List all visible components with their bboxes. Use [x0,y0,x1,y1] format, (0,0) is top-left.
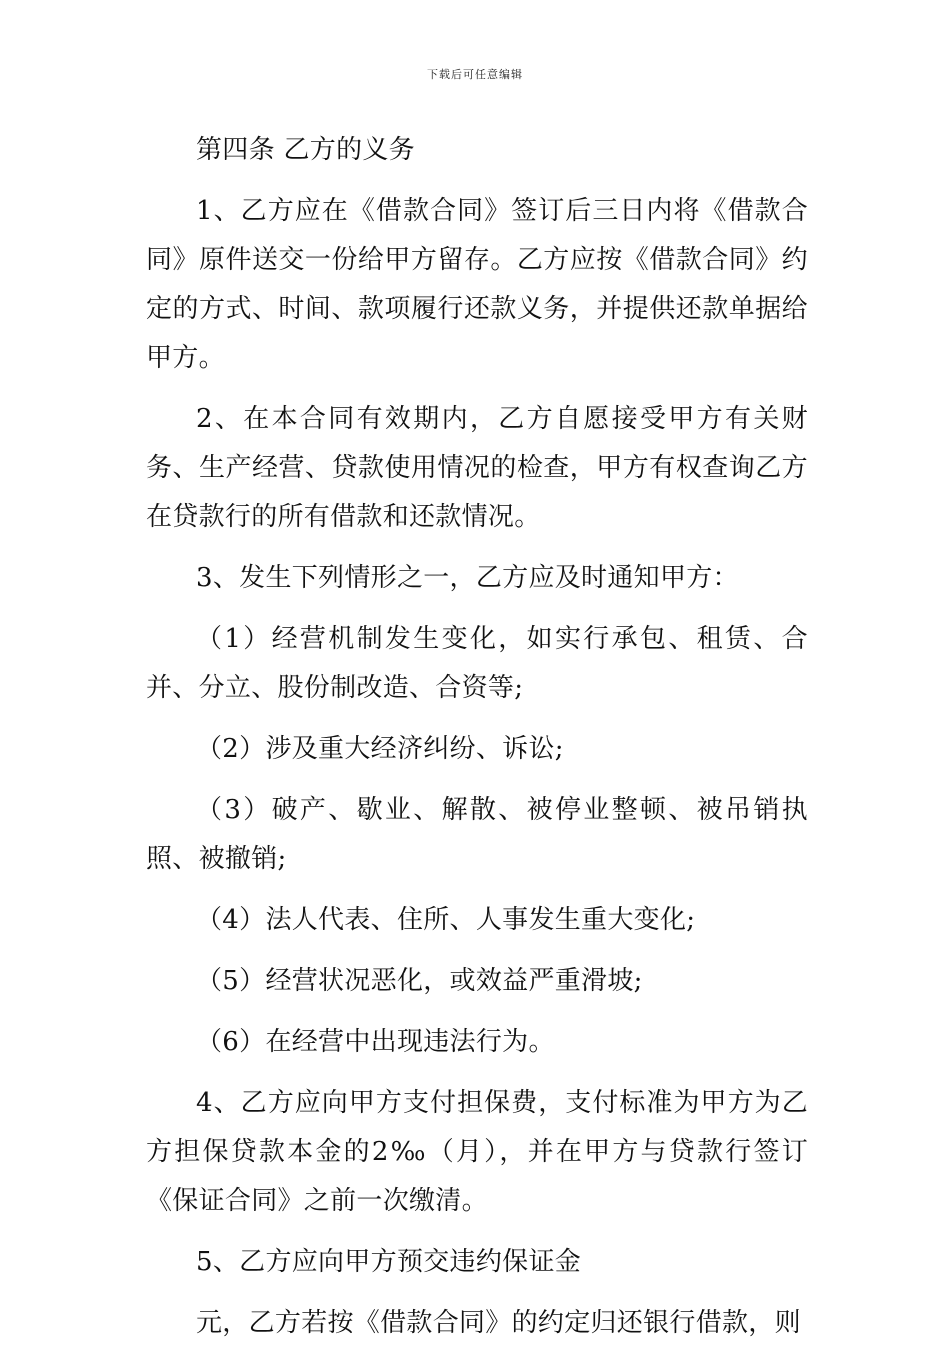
list-item-6: （6）在经营中出现违法行为。 [196,1027,555,1057]
paragraph-5-continued: 元，乙方若按《借款合同》的约定归还银行借款，则 [196,1308,801,1338]
section-heading: 第四条 乙方的义务 [196,135,415,165]
list-item-4: （4）法人代表、住所、人事发生重大变化; [196,905,696,935]
paragraph-2: 2、在本合同有效期内，乙方自愿接受甲方有关财务、生产经营、贷款使用情况的检查，甲方有权查询乙方在贷款行的所有借款和还款情况。 [146,404,808,532]
header-note: 下载后可任意编辑 [427,68,523,81]
paragraph-5: 5、乙方应向甲方预交违约保证金 [196,1247,582,1277]
list-item-3: （3）破产、歇业、解散、被停业整顿、被吊销执照、被撤销; [146,795,808,874]
list-item-1: （1）经营机制发生变化，如实行承包、租赁、合并、分立、股份制改造、合资等; [146,624,808,703]
paragraph-4: 4、乙方应向甲方支付担保费，支付标准为甲方为乙方担保贷款本金的2‰（月），并在甲方与贷款行签订《保证合同》之前一次缴清。 [146,1088,808,1216]
document-body [146,126,808,1348]
paragraph-1: 1、乙方应在《借款合同》签订后三日内将《借款合同》原件送交一份给甲方留存。乙方应按《借款合同》约定的方式、时间、款项履行还款义务，并提供还款单据给甲方。 [146,196,808,373]
list-item-2: （2）涉及重大经济纠纷、诉讼; [196,734,564,764]
paragraph-3: 3、发生下列情形之一，乙方应及时通知甲方： [196,563,739,593]
list-item-5: （5）经营状况恶化，或效益严重滑坡; [196,966,643,996]
